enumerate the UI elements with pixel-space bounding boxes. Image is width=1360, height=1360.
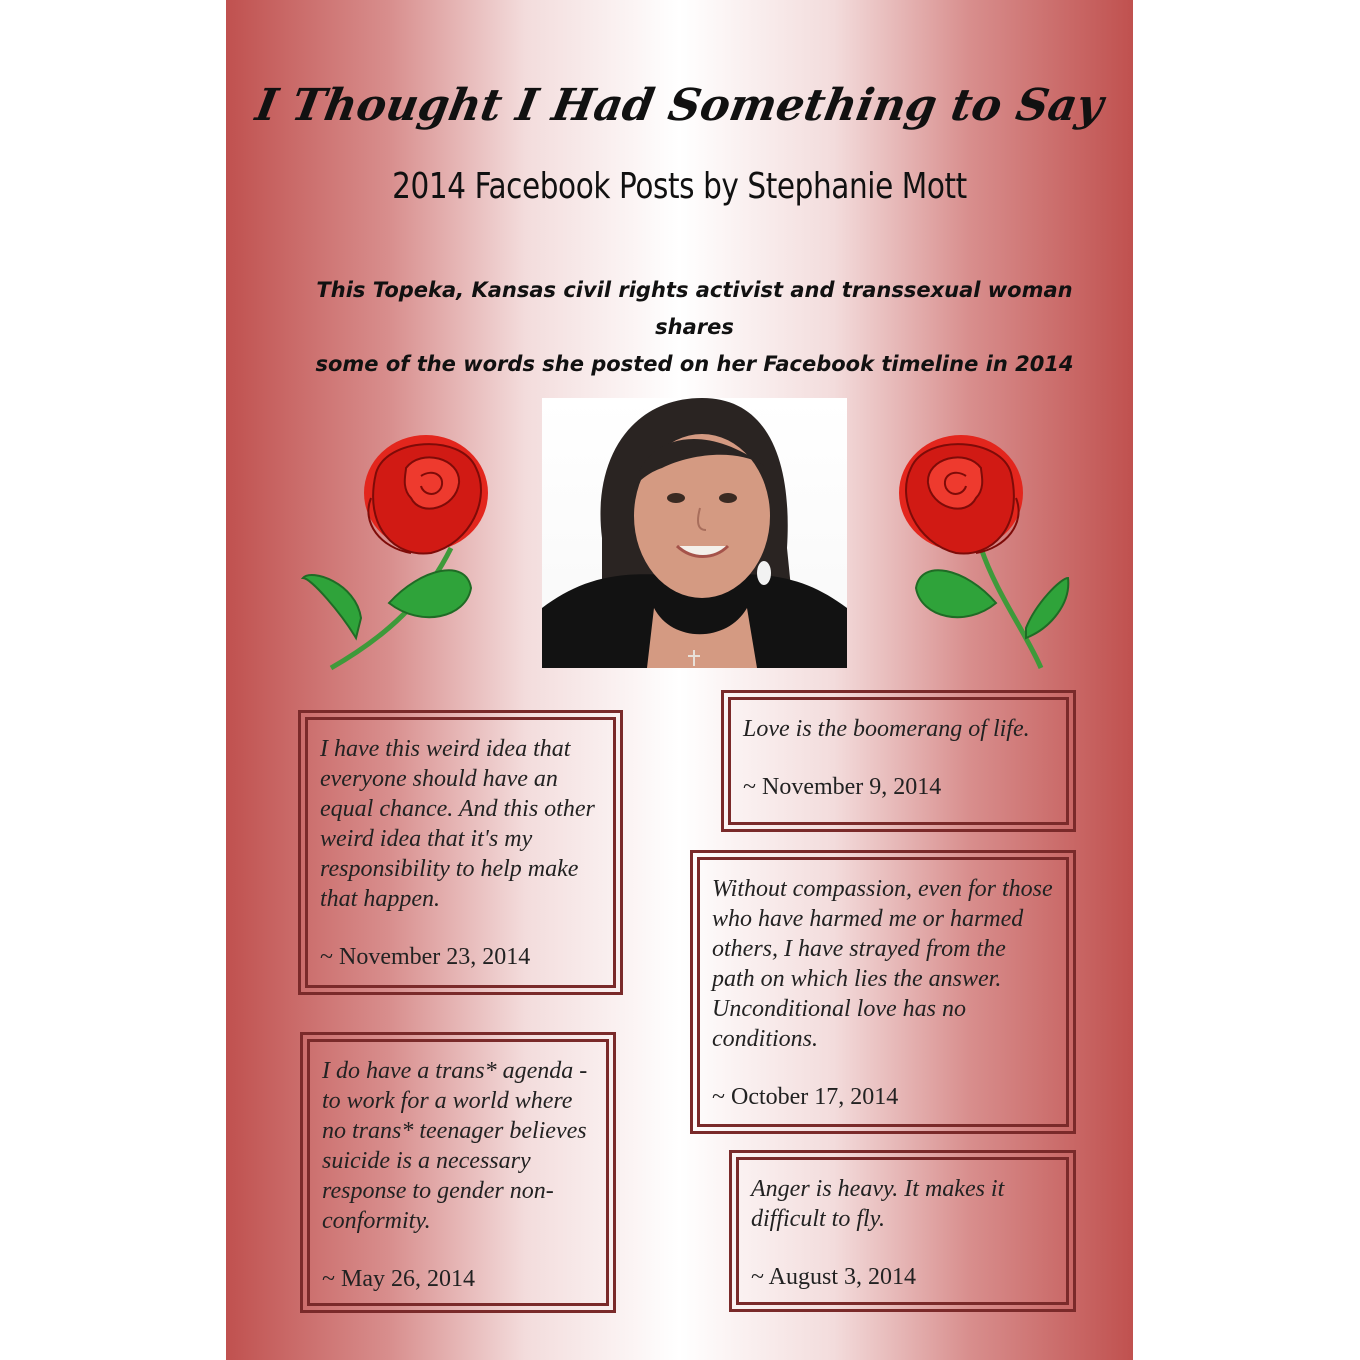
quote-date: ~ November 9, 2014: [743, 774, 942, 800]
quote-text: I do have a trans* agenda - to work for a world where no trans* teenager believes suicide is a necessary response to gender non-conformity.: [322, 1058, 588, 1234]
rose-icon: [301, 428, 501, 673]
quote-box: [721, 690, 1076, 832]
quote-box-inner: [728, 697, 1069, 825]
book-subtitle: 2014 Facebook Posts by Stephanie Mott: [392, 166, 967, 207]
quote-date: ~ May 26, 2014: [322, 1266, 475, 1292]
quote-box: [690, 850, 1076, 1134]
quote-text: Without compassion, even for those who have harmed me or harmed others, I have strayed from the path on which lies the answer. Unconditional love has no conditions.: [712, 876, 1053, 1052]
quote-box-inner: [307, 1039, 609, 1306]
blurb-line: some of the words she posted on her Facebook timeline in 2014: [315, 352, 1074, 376]
quote-date: ~ August 3, 2014: [751, 1264, 916, 1290]
portrait-photo: [542, 398, 847, 668]
quote-text: Anger is heavy. It makes it difficult to fly.: [751, 1176, 1005, 1232]
quote-text: I have this weird idea that everyone should have an equal chance. And this other weird idea that it's my responsibility to help make that happen.: [320, 736, 595, 912]
rose-icon: [886, 428, 1086, 673]
quote-date: ~ November 23, 2014: [320, 944, 531, 970]
quote-box-inner: [697, 857, 1069, 1127]
portrait-illustration: [542, 398, 847, 668]
book-cover: [226, 0, 1133, 1360]
quote-box: [298, 710, 623, 995]
quote-box-inner: [736, 1157, 1069, 1305]
blurb-line: This Topeka, Kansas civil rights activist and transsexual woman shares: [316, 278, 1073, 339]
quote-date: ~ October 17, 2014: [712, 1084, 899, 1110]
quote-box: [729, 1150, 1076, 1312]
quote-box-inner: [305, 717, 616, 988]
quote-text: Love is the boomerang of life.: [743, 716, 1030, 742]
book-blurb: [296, 272, 1093, 383]
book-title: I Thought I Had Something to Say: [251, 80, 1108, 131]
quote-box: [300, 1032, 616, 1313]
